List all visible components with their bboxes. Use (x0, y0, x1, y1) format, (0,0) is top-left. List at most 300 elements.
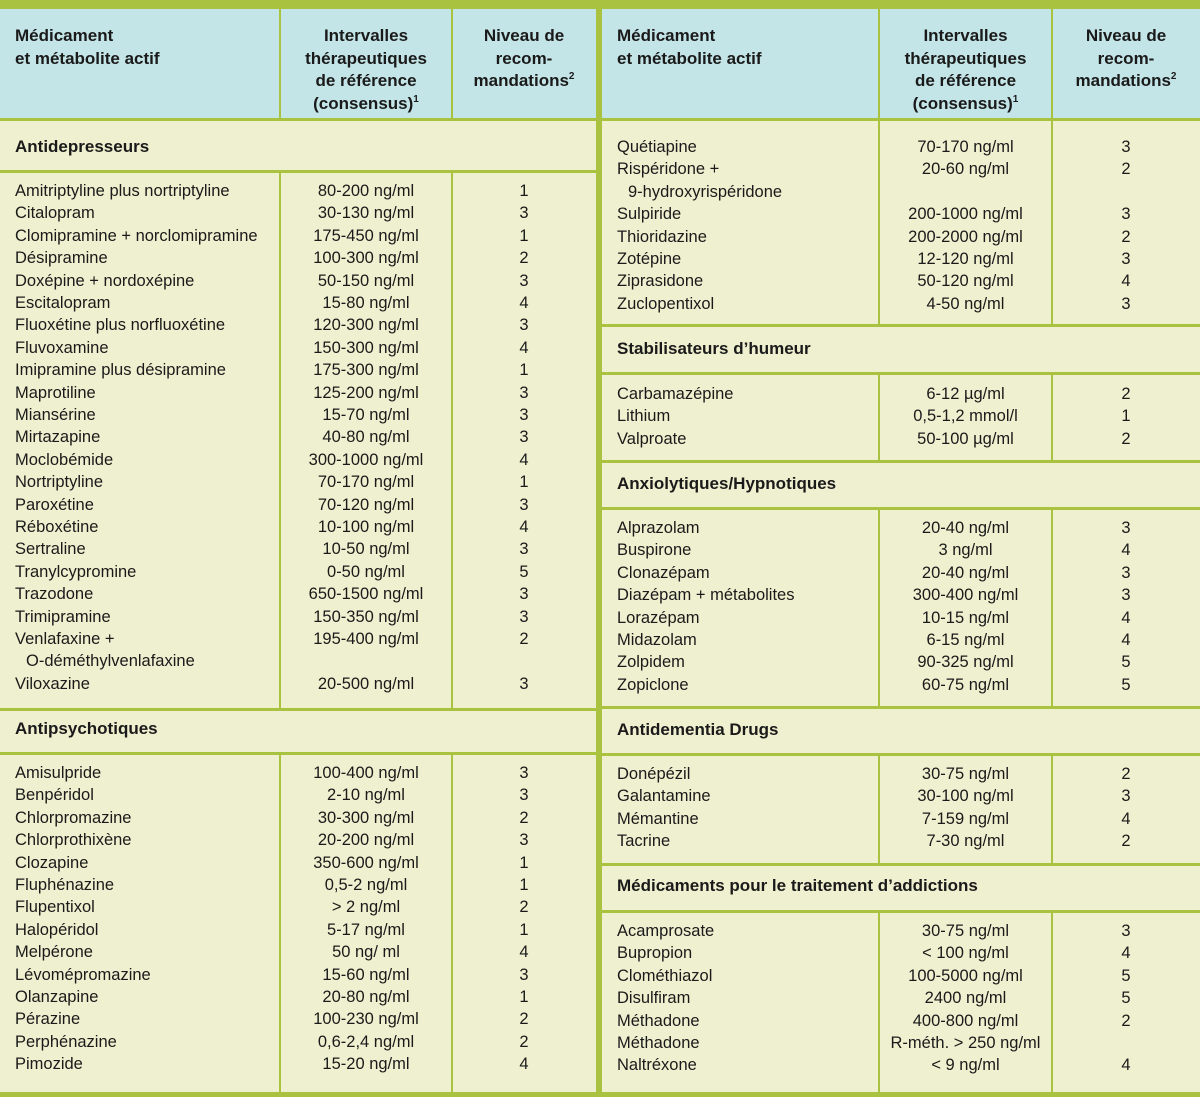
drug-name: Lithium (617, 407, 671, 426)
header-text: thérapeutiques (904, 48, 1027, 68)
section-title-divider (602, 753, 1200, 756)
table-row (0, 852, 596, 874)
recommendation-level: 3 (1121, 586, 1131, 605)
left-header-drug (15, 9, 275, 118)
therapeutic-range: 150-350 ng/ml (313, 607, 419, 626)
therapeutic-range: 300-400 ng/ml (912, 586, 1019, 605)
drug-name: Fluphénazine (15, 876, 115, 894)
right-table-panel (602, 9, 1200, 1092)
table-row (602, 987, 1200, 1009)
drug-name: Acamprosate (617, 922, 715, 940)
therapeutic-range: 6-12 µg/ml (926, 385, 1005, 403)
header-text: recom- (1097, 48, 1155, 68)
table-row (602, 674, 1200, 696)
table-row (0, 494, 596, 516)
recommendation-level: 1 (1121, 407, 1131, 426)
recommendation-level: 3 (519, 607, 529, 626)
header-text: et métabolite actif (617, 48, 762, 68)
drug-name: Midazolam (617, 631, 697, 649)
drug-name: Désipramine (15, 249, 108, 268)
therapeutic-range: 20-60 ng/ml (921, 160, 1010, 179)
therapeutic-range: 100-300 ng/ml (313, 249, 419, 268)
table-row (602, 965, 1200, 987)
table-row (0, 314, 596, 336)
therapeutic-range: 200-1000 ng/ml (908, 205, 1023, 224)
recommendation-level: 1 (519, 920, 529, 939)
drug-name: Chlorpromazine (15, 808, 132, 827)
recommendation-level: 3 (1121, 250, 1131, 268)
therapeutic-range: 100-400 ng/ml (313, 764, 419, 782)
table-row (602, 181, 1200, 203)
table-row (0, 829, 596, 851)
table-row (0, 1008, 596, 1030)
table-row (0, 404, 596, 426)
therapeutic-range: 70-170 ng/ml (917, 138, 1014, 156)
left-header-divider (0, 118, 596, 121)
therapeutic-range: 30-130 ng/ml (317, 204, 415, 223)
footnote-marker: 1 (1012, 93, 1019, 105)
table-row (602, 539, 1200, 561)
table-row (602, 203, 1200, 225)
recommendation-level: 2 (519, 1010, 529, 1029)
table-row (602, 920, 1200, 942)
table-row (0, 583, 596, 605)
therapeutic-range: 40-80 ng/ml (322, 428, 410, 447)
drug-name: Citalopram (15, 204, 95, 223)
drug-name: Pérazine (15, 1010, 81, 1029)
therapeutic-range: 4-50 ng/ml (926, 294, 1005, 313)
header-text: Intervalles (323, 26, 409, 45)
header-text: Niveau de (1085, 26, 1167, 45)
table-row (0, 225, 596, 247)
recommendation-level: 2 (1121, 160, 1131, 179)
therapeutic-range: 50 ng/ ml (332, 943, 400, 962)
drug-name: Fluvoxamine (15, 338, 109, 357)
recommendation-level: 3 (519, 674, 529, 693)
table-row (0, 247, 596, 269)
therapeutic-range: 60-75 ng/ml (921, 675, 1010, 694)
drug-name: Clométhiazol (617, 966, 713, 985)
drug-name: Clonazépam (617, 563, 710, 582)
drug-name: Clomipramine + norclomipramine (15, 226, 258, 245)
left-header-level (452, 9, 596, 118)
section-title: Médicaments pour le traitement d’addictions (617, 876, 978, 895)
section-title-divider (602, 372, 1200, 375)
therapeutic-range: 50-150 ng/ml (317, 271, 415, 290)
therapeutic-range: 0,6-2,4 ng/ml (317, 1032, 415, 1051)
recommendation-level: 3 (1121, 205, 1131, 224)
header-text: de référence (315, 71, 417, 90)
drug-name: Sertraline (15, 540, 86, 559)
table-row (602, 1010, 1200, 1032)
therapeutic-range: 70-170 ng/ml (317, 473, 415, 492)
right-header-drug (617, 9, 877, 118)
table-row (602, 584, 1200, 606)
left-header-row (0, 9, 596, 118)
recommendation-level: 3 (1121, 787, 1131, 806)
table-row (0, 964, 596, 986)
recommendation-level: 2 (1121, 385, 1131, 403)
table-row (602, 942, 1200, 964)
recommendation-level: 2 (1121, 832, 1131, 851)
recommendation-level: 3 (519, 831, 529, 850)
table-row (0, 1031, 596, 1053)
drug-name: Clozapine (15, 853, 89, 872)
recommendation-level: 1 (519, 473, 529, 492)
drug-name: Perphénazine (15, 1032, 117, 1051)
therapeutic-range: R-méth. > 250 ng/ml (890, 1034, 1041, 1052)
table-row (602, 383, 1200, 405)
section-title: Antidepresseurs (15, 137, 150, 156)
drug-name: Donépézil (617, 765, 691, 783)
header-text: Médicament (617, 26, 716, 45)
therapeutic-range: 3 ng/ml (938, 541, 993, 560)
recommendation-level: 4 (519, 943, 529, 962)
drug-name: 9-hydroxyrispéridone (628, 182, 783, 201)
recommendation-level: 1 (519, 361, 529, 380)
table-row (0, 270, 596, 292)
therapeutic-range: 80-200 ng/ml (317, 182, 415, 200)
recommendation-level: 2 (519, 1032, 529, 1051)
table-row (0, 292, 596, 314)
table-row (602, 1054, 1200, 1076)
drug-name: Pimozide (15, 1055, 83, 1074)
recommendation-level: 1 (519, 226, 529, 245)
header-text: recom- (495, 48, 553, 68)
right-header-range (879, 9, 1052, 118)
table-row (602, 428, 1200, 450)
recommendation-level: 4 (1121, 944, 1131, 963)
header-text: Intervalles (923, 26, 1008, 45)
right-header-level (1052, 9, 1200, 118)
table-row (0, 986, 596, 1008)
therapeutic-range: 30-75 ng/ml (921, 765, 1010, 783)
header-column-divider (1051, 9, 1053, 119)
table-row (0, 762, 596, 784)
drug-name: Tranylcypromine (15, 562, 137, 581)
table-row (602, 270, 1200, 292)
recommendation-level: 3 (1121, 563, 1131, 582)
recommendation-level: 3 (519, 316, 529, 335)
header-text: mandations (1075, 71, 1171, 90)
table-row (0, 516, 596, 538)
therapeutic-range: 0,5-1,2 mmol/l (913, 407, 1018, 426)
drug-name: Réboxétine (15, 518, 99, 536)
left-table-panel (0, 9, 596, 1092)
therapeutic-range: 175-450 ng/ml (313, 226, 419, 245)
header-text: (consensus) (313, 93, 414, 113)
drug-name: Melpérone (15, 943, 93, 962)
drug-name: Imipramine plus désipramine (15, 361, 226, 380)
therapeutic-range: 10-100 ng/ml (317, 518, 415, 536)
recommendation-level: 4 (519, 294, 529, 312)
drug-name: Olanzapine (15, 988, 99, 1006)
therapeutic-range: 150-300 ng/ml (313, 338, 419, 357)
therapeutic-range: 7-30 ng/ml (926, 832, 1005, 851)
table-row (0, 359, 596, 381)
recommendation-level: 4 (1121, 631, 1131, 649)
drug-name: Mirtazapine (15, 428, 101, 447)
recommendation-level: 1 (519, 876, 529, 894)
therapeutic-range: 20-40 ng/ml (921, 563, 1010, 582)
table-row (602, 785, 1200, 807)
drug-name: Flupentixol (15, 898, 95, 917)
table-row (602, 830, 1200, 852)
therapeutic-range: 6-15 ng/ml (926, 631, 1005, 649)
table-row (602, 562, 1200, 584)
drug-name: Maprotiline (15, 383, 96, 402)
table-row (0, 449, 596, 471)
therapeutic-range: > 2 ng/ml (331, 898, 401, 917)
drug-name: Méthadone (617, 1034, 700, 1052)
section-title-divider (602, 507, 1200, 510)
drug-name: Naltréxone (617, 1056, 697, 1075)
table-row (602, 293, 1200, 315)
table-row (0, 180, 596, 202)
header-text: Médicament (15, 26, 114, 45)
section-title-divider (0, 170, 596, 173)
drug-name: Quétiapine (617, 138, 697, 156)
section-divider (602, 863, 1200, 866)
footnote-marker: 2 (568, 71, 575, 82)
section-title: Stabilisateurs d’humeur (617, 339, 811, 358)
recommendation-level: 3 (519, 786, 529, 805)
recommendation-level: 4 (1121, 809, 1131, 828)
recommendation-level: 4 (519, 1055, 529, 1074)
drug-name: Ziprasidone (617, 272, 704, 291)
recommendation-level: 4 (519, 450, 529, 469)
recommendation-level: 1 (519, 988, 529, 1006)
drug-name: Lévomépromazine (15, 965, 151, 984)
therapeutic-range: 7-159 ng/ml (921, 809, 1010, 828)
drug-name: Trimipramine (15, 607, 111, 626)
drug-name: Alprazolam (617, 519, 700, 537)
table-row (602, 248, 1200, 270)
drug-name: Chlorprothixène (15, 831, 132, 850)
drug-name: Buspirone (617, 541, 692, 560)
header-column-divider (878, 9, 880, 119)
drug-name: Miansérine (15, 406, 96, 424)
table-row (0, 941, 596, 963)
table-row (0, 202, 596, 224)
recommendation-level: 2 (1121, 765, 1131, 783)
therapeutic-range: 70-120 ng/ml (317, 495, 415, 514)
recommendation-level: 4 (1121, 272, 1131, 291)
drug-name: Doxépine + nordoxépine (15, 271, 195, 290)
drug-name: Sulpiride (617, 205, 682, 224)
recommendation-level: 2 (519, 808, 529, 827)
drug-name: Halopéridol (15, 920, 99, 939)
drug-name: Trazodone (15, 585, 94, 604)
table-row (602, 629, 1200, 651)
section-divider (602, 460, 1200, 463)
therapeutic-range: 0-50 ng/ml (327, 562, 405, 581)
table-row (0, 896, 596, 918)
therapeutic-range: 15-80 ng/ml (322, 294, 410, 312)
drug-name: Zolpidem (617, 653, 685, 672)
drug-name: O-déméthylvenlafaxine (26, 652, 195, 671)
recommendation-level: 5 (1121, 653, 1131, 672)
table-row (0, 807, 596, 829)
header-text: mandations (473, 71, 569, 90)
footnote-marker: 1 (413, 93, 419, 105)
recommendation-level: 3 (519, 540, 529, 559)
recommendation-level: 4 (1121, 1056, 1131, 1075)
table-row (0, 628, 596, 650)
drug-name: Thioridazine (617, 227, 707, 246)
therapeutic-range: 100-5000 ng/ml (908, 966, 1023, 985)
therapeutic-range: 50-100 µg/ml (917, 429, 1014, 448)
therapeutic-range: 5-17 ng/ml (327, 920, 405, 939)
right-header-row (602, 9, 1200, 118)
therapeutic-range: 195-400 ng/ml (313, 630, 419, 648)
section-title: Antidementia Drugs (617, 720, 779, 739)
section-divider (0, 708, 596, 711)
footnote-marker: 2 (1170, 71, 1177, 82)
table-row (602, 136, 1200, 158)
therapeutic-range: 30-75 ng/ml (921, 922, 1010, 940)
therapeutic-range: 100-230 ng/ml (313, 1010, 419, 1029)
recommendation-level: 3 (1121, 922, 1131, 940)
therapeutic-range: 10-50 ng/ml (322, 540, 410, 559)
table-row (602, 405, 1200, 427)
right-header-divider (602, 118, 1200, 121)
therapeutic-range: 10-15 ng/ml (921, 608, 1010, 627)
therapeutic-range: 15-60 ng/ml (322, 965, 410, 984)
header-column-divider (451, 9, 453, 119)
recommendation-level: 5 (1121, 966, 1131, 985)
drug-name: Tacrine (617, 832, 671, 851)
drug-name: Galantamine (617, 787, 711, 806)
table-row (0, 382, 596, 404)
recommendation-level: 3 (1121, 294, 1131, 313)
therapeutic-range: 30-300 ng/ml (317, 808, 415, 827)
therapeutic-range: 300-1000 ng/ml (308, 450, 424, 469)
section-title-divider (602, 910, 1200, 913)
table-row (602, 763, 1200, 785)
drug-name: Rispéridone + (617, 160, 720, 179)
drug-name: Zopiclone (617, 675, 689, 694)
recommendation-level: 3 (519, 585, 529, 604)
therapeutic-range: 0,5-2 ng/ml (324, 876, 408, 894)
table-row (0, 606, 596, 628)
header-column-divider (279, 9, 281, 119)
recommendation-level: 2 (1121, 1011, 1131, 1030)
drug-name: Viloxazine (15, 674, 90, 693)
table-row (0, 874, 596, 896)
drug-name: Moclobémide (15, 450, 114, 469)
table-row (602, 808, 1200, 830)
table-row (0, 538, 596, 560)
recommendation-level: 3 (1121, 519, 1131, 537)
recommendation-level: 4 (1121, 541, 1131, 560)
drug-name: Fluoxétine plus norfluoxétine (15, 316, 226, 335)
therapeutic-range: 50-120 ng/ml (917, 272, 1014, 291)
table-row (602, 607, 1200, 629)
therapeutic-range: 125-200 ng/ml (313, 383, 419, 402)
table-row (0, 471, 596, 493)
therapeutic-range: 20-80 ng/ml (322, 988, 410, 1006)
therapeutic-range: 400-800 ng/ml (912, 1011, 1019, 1030)
table-row (0, 784, 596, 806)
recommendation-level: 3 (519, 383, 529, 402)
therapeutic-range: 12-120 ng/ml (917, 250, 1014, 268)
drug-name: Carbamazépine (617, 385, 734, 403)
drug-name: Lorazépam (617, 608, 700, 627)
therapeutic-range: 2400 ng/ml (924, 989, 1007, 1008)
section-title: Anxiolytiques/Hypnotiques (617, 474, 837, 493)
table-row (602, 651, 1200, 673)
recommendation-level: 2 (519, 898, 529, 917)
therapeutic-range: 20-40 ng/ml (921, 519, 1010, 537)
recommendation-level: 2 (1121, 227, 1131, 246)
recommendation-level: 4 (519, 338, 529, 357)
drug-name: Amitriptyline plus nortriptyline (15, 182, 230, 200)
header-text: Niveau de (483, 26, 565, 45)
table-row (602, 517, 1200, 539)
recommendation-level: 5 (1121, 675, 1131, 694)
therapeutic-range: 15-70 ng/ml (322, 406, 410, 424)
drug-name: Paroxétine (15, 495, 94, 514)
recommendation-level: 1 (519, 182, 529, 200)
drug-name: Disulfiram (617, 989, 691, 1008)
recommendation-level: 3 (519, 271, 529, 290)
drug-name: Escitalopram (15, 294, 111, 312)
recommendation-level: 5 (519, 562, 529, 581)
drug-name: Diazépam + métabolites (617, 586, 795, 605)
recommendation-level: 4 (1121, 608, 1131, 627)
recommendation-level: 2 (1121, 429, 1131, 448)
table-row (602, 1032, 1200, 1054)
table-row (0, 426, 596, 448)
table-row (0, 1053, 596, 1075)
recommendation-level: 3 (519, 204, 529, 223)
header-text: (consensus) (912, 93, 1013, 113)
drug-name: Venlafaxine + (15, 630, 115, 648)
therapeutic-range: 30-100 ng/ml (917, 787, 1014, 806)
table-row (0, 650, 596, 672)
drug-name: Valproate (617, 429, 687, 448)
therapeutic-range: < 100 ng/ml (922, 944, 1009, 963)
therapeutic-range: < 9 ng/ml (931, 1056, 1000, 1075)
header-text: thérapeutiques (305, 48, 427, 68)
drug-name: Nortriptyline (15, 473, 104, 492)
therapeutic-range: 200-2000 ng/ml (908, 227, 1023, 246)
recommendation-level: 4 (519, 518, 529, 536)
therapeutic-range: 2-10 ng/ml (327, 786, 405, 805)
drug-name: Mémantine (617, 809, 699, 828)
therapeutic-range: 650-1500 ng/ml (308, 585, 424, 604)
therapeutic-range: 350-600 ng/ml (313, 853, 419, 872)
therapeutic-range: 20-200 ng/ml (317, 831, 415, 850)
table-row (602, 158, 1200, 180)
table-row (0, 337, 596, 359)
therapeutic-range: 175-300 ng/ml (313, 361, 419, 380)
table-row (0, 919, 596, 941)
table-row (0, 673, 596, 695)
recommendation-level: 1 (519, 853, 529, 872)
drug-name: Zuclopentixol (617, 294, 715, 313)
recommendation-level: 3 (519, 495, 529, 514)
therapeutic-range: 20-500 ng/ml (317, 674, 415, 693)
header-text: de référence (914, 71, 1017, 90)
section-title: Antipsychotiques (15, 719, 158, 738)
therapeutic-range: 15-20 ng/ml (322, 1055, 410, 1074)
recommendation-level: 2 (519, 249, 529, 268)
therapeutic-range: 120-300 ng/ml (313, 316, 419, 335)
recommendation-level: 5 (1121, 989, 1131, 1008)
drug-name: Benpéridol (15, 786, 94, 805)
